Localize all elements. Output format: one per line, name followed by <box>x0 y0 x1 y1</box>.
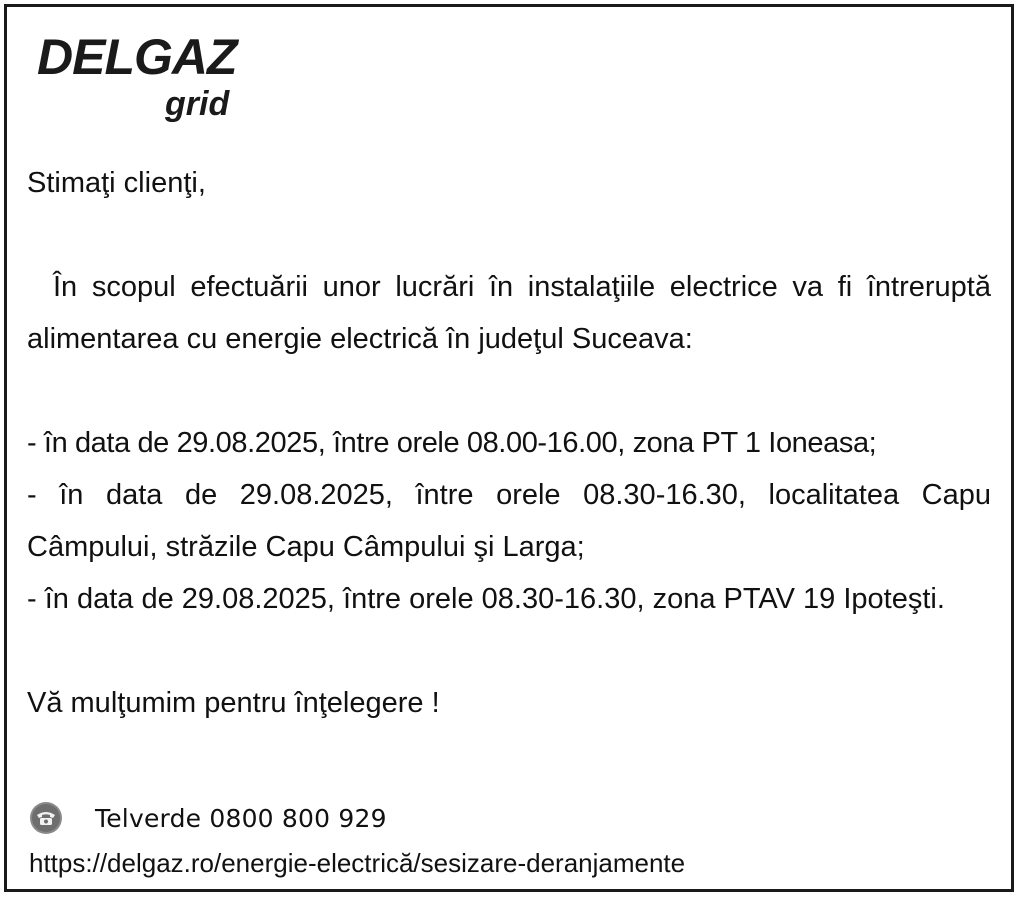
intro-text: În scopul efectuării unor lucrări în instalaţiile electrice va fi întreruptă alimentarea cu energie electrică în judeţul Suceava: <box>27 271 991 355</box>
svg-text:DELGAZ: DELGAZ <box>37 29 237 85</box>
telephone-icon <box>29 801 63 835</box>
intro-paragraph <box>27 261 991 365</box>
greeting: Stimaţi clienţi, <box>27 167 206 199</box>
outage-list <box>27 417 991 625</box>
phone-number[interactable]: Telverde 0800 800 929 <box>95 803 387 833</box>
list-item: - în data de 29.08.2025, între orele 08.30-16.30, zona PTAV 19 Ipoteşti. <box>27 583 945 615</box>
list-item: - în data de 29.08.2025, între orele 08.30-16.30, localitatea Capu Câmpului, străzile Capu Câmpului şi Larga; <box>27 479 991 563</box>
thanks-line: Vă mulţumim pentru înţelegere ! <box>27 687 440 719</box>
notice-frame <box>4 4 1014 892</box>
logo-mark <box>37 29 267 125</box>
phone-contact <box>29 800 387 836</box>
svg-text:grid: grid <box>165 85 230 123</box>
delgaz-grid-logo <box>37 29 267 125</box>
list-item: - în data de 29.08.2025, între orele 08.00-16.00, zona PT 1 Ioneasa; <box>27 427 877 459</box>
website-link[interactable]: https://delgaz.ro/energie-electrică/sesizare-deranjamente <box>29 848 686 878</box>
notice-body <box>27 157 991 729</box>
